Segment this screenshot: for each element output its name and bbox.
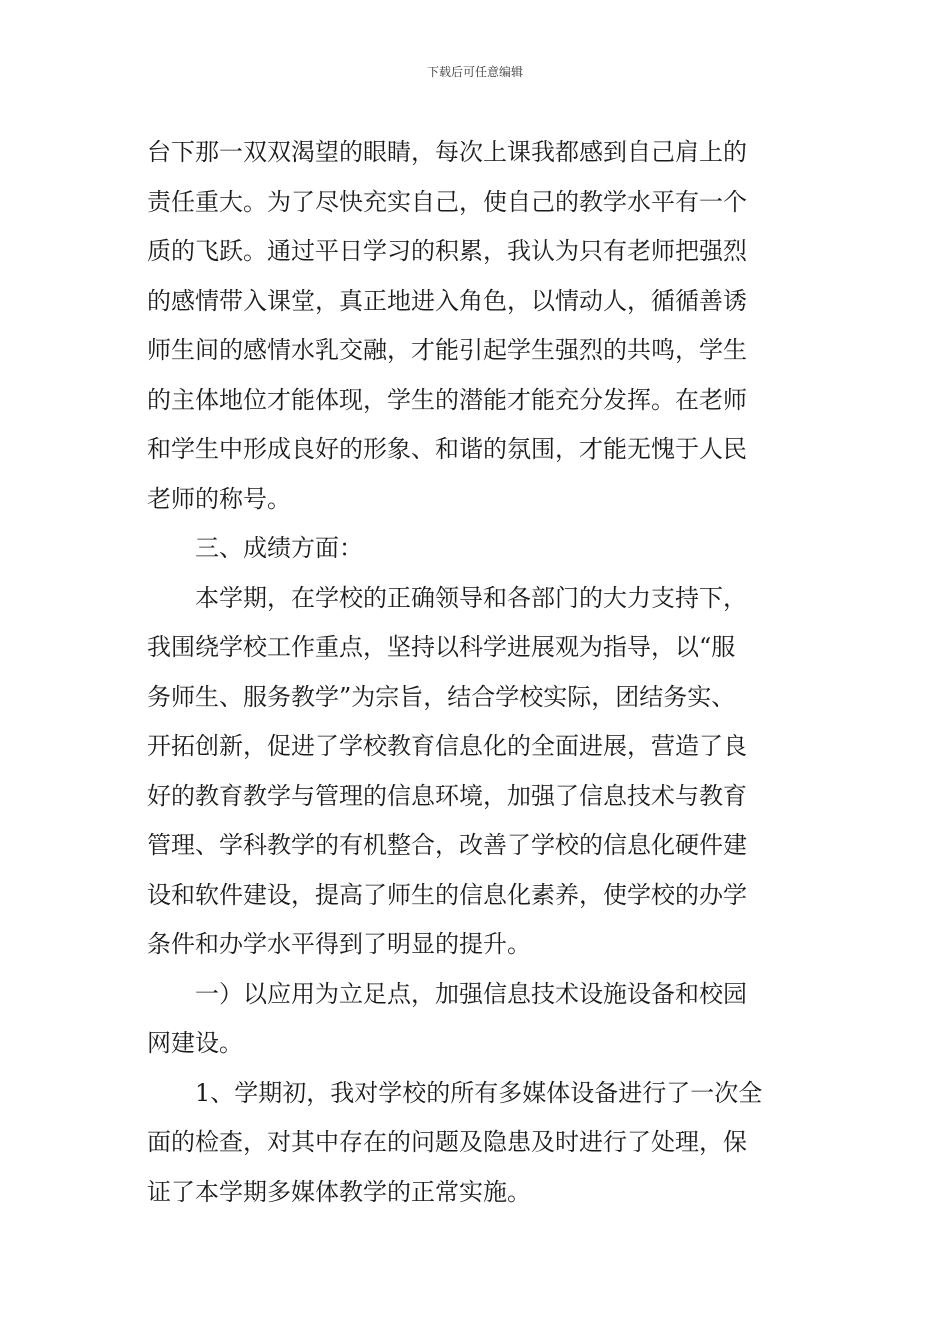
text-line: 面的检查，对其中存在的问题及隐患及时进行了处理，保 xyxy=(147,1128,747,1156)
text-line: 我围绕学校工作重点，坚持以科学进展观为指导，以“服 xyxy=(147,633,736,661)
text-line: 好的教育教学与管理的信息环境，加强了信息技术与教育 xyxy=(147,781,747,810)
page-header: 下载后可任意编辑 xyxy=(426,65,523,79)
text-line: 师生间的感情水乳交融，才能引起学生强烈的共鸣，学生 xyxy=(147,336,747,364)
section-heading: 三、成绩方面： xyxy=(195,534,363,562)
text-line: 设和软件建设，提高了师生的信息化素养，使学校的办学 xyxy=(147,880,747,909)
text-line: 管理、学科教学的有机整合，改善了学校的信息化硬件建 xyxy=(147,831,747,859)
text-line: 责任重大。为了尽快充实自己，使自己的教学水平有一个 xyxy=(147,187,747,216)
subsection-heading: 一）以应用为立足点，加强信息技术设施设备和校园 xyxy=(195,979,747,1008)
text-line: 本学期，在学校的正确领导和各部门的大力支持下， xyxy=(195,583,747,612)
text-line: 的主体地位才能体现，学生的潜能才能充分发挥。在老师 xyxy=(147,385,747,414)
text-line: 老师的称号。 xyxy=(147,484,291,513)
text-line: 证了本学期多媒体教学的正常实施。 xyxy=(147,1177,531,1206)
text-line: 网建设。 xyxy=(147,1029,243,1057)
document-body xyxy=(147,128,807,1217)
text-line: 和学生中形成良好的形象、和谐的氛围，才能无愧于人民 xyxy=(147,435,747,463)
text-line: 1、学期初，我对学校的所有多媒体设备进行了一次全 xyxy=(195,1078,763,1107)
text-line: 开拓创新，促进了学校教育信息化的全面进展，营造了良 xyxy=(147,732,747,760)
text-line: 台下那一双双渴望的眼睛，每次上课我都感到自己肩上的 xyxy=(147,138,747,166)
text-line: 务师生、服务教学”为宗旨，结合学校实际，团结务实、 xyxy=(147,682,736,711)
text-line: 的感情带入课堂，真正地进入角色，以情动人，循循善诱 xyxy=(147,286,747,315)
text-line: 质的飞跃。通过平日学习的积累，我认为只有老师把强烈 xyxy=(147,237,747,265)
text-line: 条件和办学水平得到了明显的提升。 xyxy=(147,930,531,958)
